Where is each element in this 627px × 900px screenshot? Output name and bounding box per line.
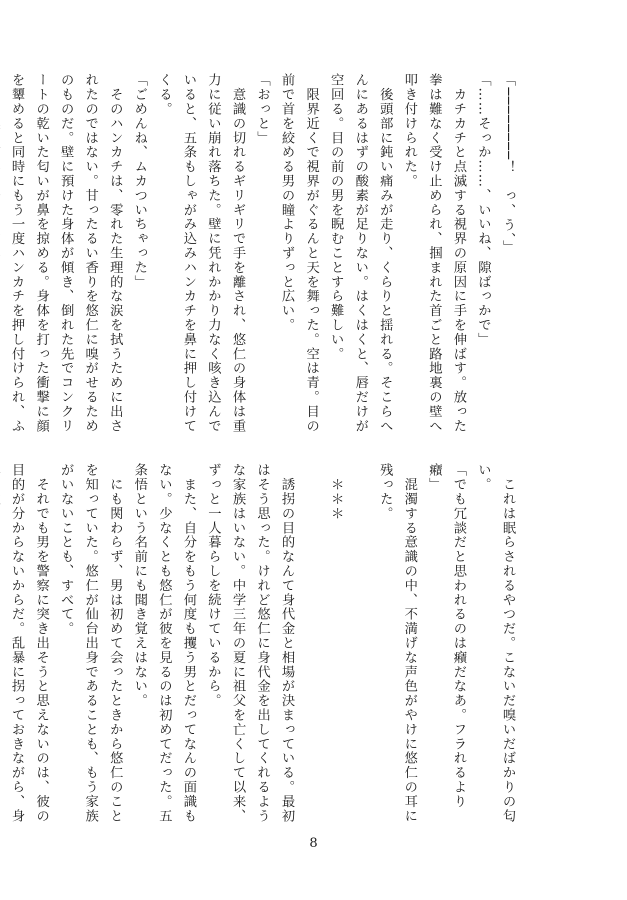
page-number: 8 xyxy=(309,836,318,851)
text-block-upper: 「────────！ っ、う、」 「……そっか……、いいね、隙ばっかで」 カチカチと点滅する視界の原因に手を伸ばす。放った拳は難なく受け止められ、掴まれた首ごと路地裏の壁へ叩き付けられた。 後頭部に鈍い痛みが走り、くらりと揺れる。そこらへんにあるはずの酸素が足りない。はくはくと、唇だけが空回る。目の前の男を睨むことすら難しい。 限界近くで視界がぐるんと天を舞った。空は青。目の前で首を絞める男の瞳よりずっと広い。 「おっと」 意識の切れるギリギリで手を離され、悠仁の身体は重力に従い崩れ落ちた。壁に凭れかかり力なく咳き込んでいると、五条もしゃがみ込みハンカチを鼻に押し付けてくる。 「ごめんね、ムカついちゃった」 そのハンカチは、零れた生理的な涙を拭うために出されたのではない。甘ったるい香りを悠仁に嗅がせるためのものだ。壁に預けた身体が傾き、倒れた先でコンクリートの乾いた匂いが鼻を掠める。身体を打った衝撃に顔を顰めると同時にもう一度ハンカチを押し付けられ、ふ xyxy=(9,73,515,433)
text-block-lower: これは眠らされるやつだ。こないだ嗅いだばかりの匂い。 「でも冗談だと思われるのは癪だなあ。フラれるより癪」 混濁する意識の中、不満げな声色がやけに悠仁の耳に残った。 ＊＊＊ 誘拐の目的なんて身代金と相場が決まっている。最初はそう思った。けれど悠仁に身代金を出してくれるような家族はいない。中学三年の夏に祖父を亡くして以来、ずっと一人暮らしを続けているから。 また、自分をもう何度も攫う男とだってなんの面識もない。少なくとも悠仁が彼を見るのは初めてだった。五条悟という名前にも聞き覚えはない。 にも関わらず、男は初めて会ったときから悠仁のことを知っていた。悠仁が仙台出身であることも、もう家族がいないことも、すべて。 それでも男を警察に突き出そうと思えないのは、彼の目的が分からないからだ。乱暴に拐っておきながら、身 xyxy=(9,463,515,823)
